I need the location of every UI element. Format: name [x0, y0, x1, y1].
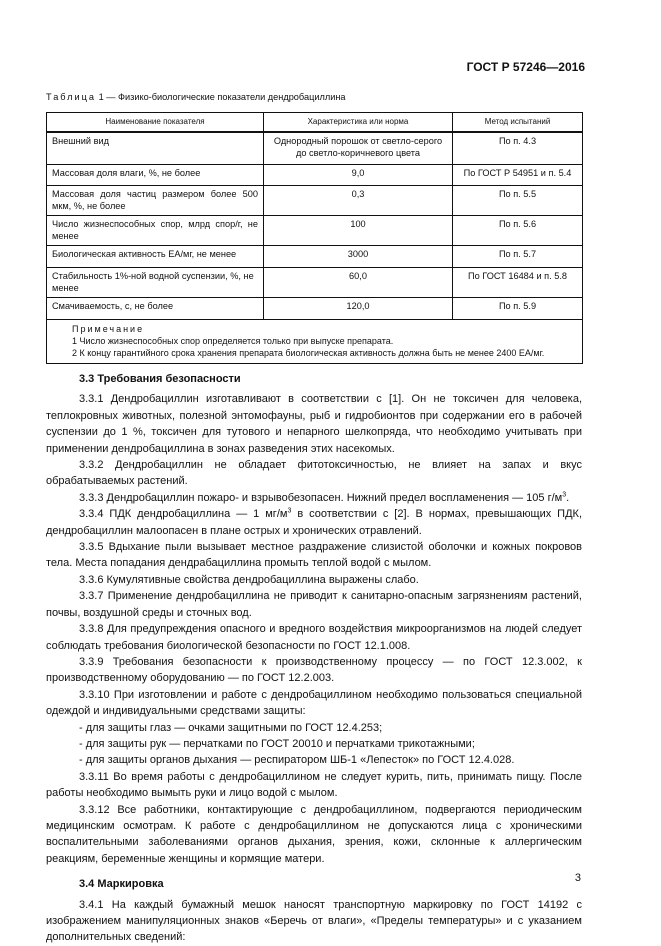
cell-method: По ГОСТ Р 54951 и п. 5.4 — [453, 165, 583, 186]
table-row — [47, 186, 583, 216]
superscript: 3 — [287, 507, 292, 515]
cell-name: Стабильность 1%-ной водной суспензии, %, не менее — [47, 268, 264, 298]
table-row — [47, 165, 583, 186]
column-header-name: Наименование показателя — [47, 113, 264, 133]
section-heading: 3.4 Маркировка — [79, 878, 164, 891]
paragraph-text: 3.3.4 ПДК дендробациллина — 1 мг/м — [79, 508, 288, 521]
paragraph-text: в соответствии с [2]. В нормах, превышающих ПДК, дендробациллин малоопасен в плане острых и хронических отравлений. — [46, 508, 583, 537]
note-title: Примечание — [72, 324, 145, 334]
cell-norm: 120,0 — [264, 298, 453, 320]
list-item: - для защиты рук — перчатками по ГОСТ 20010 и перчатками трикотажными; — [79, 737, 475, 750]
paragraph-3-3-7: 3.3.7 Применение дендробациллина не приводит к санитарно-опасным загрязнениям растений, почвы, воздушной среды и сточных вод. — [46, 590, 582, 619]
table-row — [47, 216, 583, 246]
paragraph-3-4-1: 3.4.1 На каждый бумажный мешок наносят транспортную маркировку по ГОСТ 14192 с изображением манипуляционных знаков «Беречь от влаги», «Пределы температуры» и с указанием дополнительных сведений: — [46, 898, 582, 944]
paragraph-3-3-5: 3.3.5 Вдыхание пыли вызывает местное раздражение слизистой оболочки и кожных покровов тела. Места попадания дендрабациллина промыть теплой водой с мылом. — [46, 541, 582, 570]
cell-method: По п. 5.5 — [453, 186, 583, 216]
note-item: 1 Число жизнеспособных спор определяется только при выпуске препарата. — [72, 336, 394, 346]
cell-method: По п. 5.7 — [453, 246, 583, 268]
note-item: 2 К концу гарантийного срока хранения препарата биологическая активность должна быть не менее 2400 ЕА/мг. — [72, 348, 545, 358]
cell-method: По ГОСТ 16484 и п. 5.8 — [453, 268, 583, 298]
cell-norm: 60,0 — [264, 268, 453, 298]
cell-method: По п. 5.9 — [453, 298, 583, 320]
column-header-norm: Характеристика или норма — [264, 113, 453, 133]
paragraph-3-3-2: 3.3.2 Дендробациллин не обладает фитотоксичностью, не влияет на запах и вкус обрабатываемых растений. — [46, 459, 582, 488]
superscript: 3 — [562, 491, 567, 499]
cell-name: Массовая доля частиц размером более 500 мкм, %, не более — [47, 186, 264, 216]
cell-method: По п. 4.3 — [453, 132, 583, 165]
paragraph-text: 3.3.3 Дендробациллин пожаро- и взрывобезопасен. Нижний предел воспламенения — 105 г/м — [79, 491, 563, 504]
cell-name: Число жизнеспособных спор, млрд спор/г, не менее — [47, 216, 264, 246]
section-3-3 — [46, 371, 582, 946]
table-row — [47, 246, 583, 268]
page-number: 3 — [574, 872, 581, 884]
cell-norm: 100 — [264, 216, 453, 246]
column-header-method: Метод испытаний — [453, 113, 583, 133]
table-caption-text: 1 — Физико-биологические показатели дендробациллина — [96, 92, 346, 102]
paragraph-3-3-8: 3.3.8 Для предупреждения опасного и вредного воздействия микроорганизмов на людей следует соблюдать требования биологической безопасности по ГОСТ 12.1.008. — [46, 623, 582, 652]
table-note — [47, 320, 583, 364]
list-item: - для защиты глаз — очками защитными по ГОСТ 12.4.253; — [79, 721, 383, 734]
table-caption-prefix: Таблица — [46, 92, 97, 102]
paragraph-3-3-3 — [46, 490, 582, 506]
paragraph-3-3-9: 3.3.9 Требования безопасности к производственному процессу — по ГОСТ 12.3.002, к производственному оборудованию — по ГОСТ 12.2.003. — [46, 655, 582, 685]
cell-norm: Однородный порошок от светло-серого до светло-коричневого цвета — [264, 132, 453, 165]
paragraph-3-3-6: 3.3.6 Кумулятивные свойства дендробациллина выражены слабо. — [79, 573, 419, 586]
specs-table — [46, 112, 583, 364]
cell-name: Смачиваемость, с, не более — [47, 298, 264, 320]
cell-name: Массовая доля влаги, %, не более — [47, 165, 264, 186]
table-row — [47, 298, 583, 320]
paragraph-3-3-1: 3.3.1 Дендробациллин изготавливают в соответствии с [1]. Он не токсичен для человека, теплокровных животных, полезной энтомофауны, рыб и гидробионтов при содержании его в рабочей суспензии до 1 %, токсичен для тутового и непарного шелкопряда, что необходимо учитывать при применении дендробациллина в зонах разведения этих насекомых. — [46, 393, 582, 455]
paragraph-3-3-4 — [46, 506, 582, 539]
paragraph-3-3-10: 3.3.10 При изготовлении и работе с дендробациллином необходимо пользоваться специальной одеждой и индивидуальными средствами защиты: — [46, 688, 582, 718]
table-header-row — [47, 113, 583, 133]
cell-norm: 9,0 — [264, 165, 453, 186]
cell-norm: 0,3 — [264, 186, 453, 216]
cell-name: Биологическая активность ЕА/мг, не менее — [47, 246, 264, 268]
paragraph-text: . — [566, 491, 570, 504]
section-heading: 3.3 Требования безопасности — [79, 373, 241, 385]
document-code: ГОСТ Р 57246—2016 — [466, 60, 585, 74]
cell-norm: 3000 — [264, 246, 453, 268]
list-item: - для защиты органов дыхания — респиратором ШБ-1 «Лепесток» по ГОСТ 12.4.028. — [79, 754, 515, 767]
paragraph-3-3-11: 3.3.11 Во время работы с дендробациллином не следует курить, пить, принимать пищу. После работы необходимо вымыть руки и лицо водой с мылом. — [46, 770, 582, 800]
paragraph-3-3-12: 3.3.12 Все работники, контактирующие с дендробациллином, подвергаются периодическим медицинским осмотрам. К работе с дендробациллином не допускаются лица с хроническими воспалительными заболеваниями органов дыхания, зрения, кожи, склонные к аллергическим реакциям, беременные женщины и кормящие матери. — [46, 803, 582, 865]
cell-name: Внешний вид — [47, 132, 264, 165]
table-row — [47, 132, 583, 165]
cell-method: По п. 5.6 — [453, 216, 583, 246]
table-row — [47, 268, 583, 298]
table-note-row — [47, 320, 583, 364]
table-caption — [46, 92, 346, 102]
